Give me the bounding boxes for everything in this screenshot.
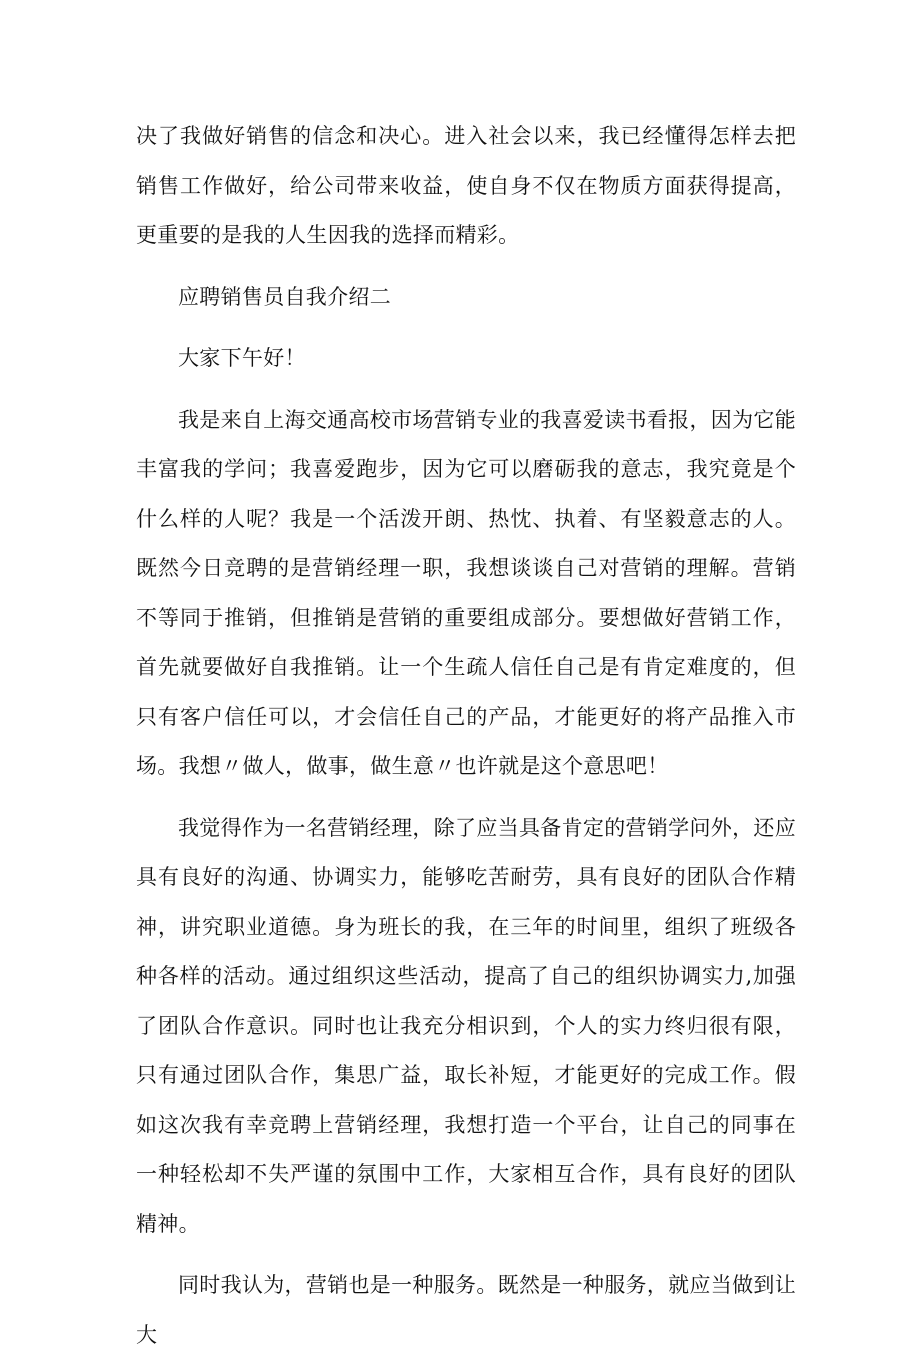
paragraph-intro-continuation: 决了我做好销售的信念和决心。进入社会以来，我已经懂得怎样去把销售工作做好，给公司带来收益，使自身不仅在物质方面获得提高，更重要的是我的人生因我的选择而精彩。 [136,124,796,247]
greeting-line: 大家下午好！ [178,346,306,370]
document-body [136,112,796,1372]
paragraph-self-intro: 我是来自上海交通高校市场营销专业的我喜爱读书看报，因为它能丰富我的学问；我喜爱跑步，因为它可以磨砺我的意志，我究竟是个什么样的人呢？我是一个活泼开朗、热忱、执着、有坚毅意志的人。既然今日竞聘的是营销经理一职，我想谈谈自己对营销的理解。营销不等同于推销，但推销是营销的重要组成部分。要想做好营销工作，首先就要做好自我推销。让一个生疏人信任自己是有肯定难度的，但只有客户信任可以，才会信任自己的产品，才能更好的将产品推入市场。我想〃做人，做事，做生意〃也许就是这个意思吧！ [136,407,796,778]
paragraph-manager-qualities: 我觉得作为一名营销经理，除了应当具备肯定的营销学问外，还应具有良好的沟通、协调实力，能够吃苦耐劳，具有良好的团队合作精神，讲究职业道德。身为班长的我，在三年的时间里，组织了班级各种各样的活动。通过组织这些活动，提高了自己的组织协调实力,加强了团队合作意识。同时也让我充分相识到，个人的实力终归很有限，只有通过团队合作，集思广益，取长补短，才能更好的完成工作。假如这次我有幸竞聘上营销经理，我想打造一个平台，让自己的同事在一种轻松却不失严谨的氛围中工作，大家相互合作，具有良好的团队精神。 [136,815,796,1236]
section-heading: 应聘销售员自我介绍二 [178,284,391,309]
paragraph-service: 同时我认为，营销也是一种服务。既然是一种服务，就应当做到让大 [136,1273,796,1347]
